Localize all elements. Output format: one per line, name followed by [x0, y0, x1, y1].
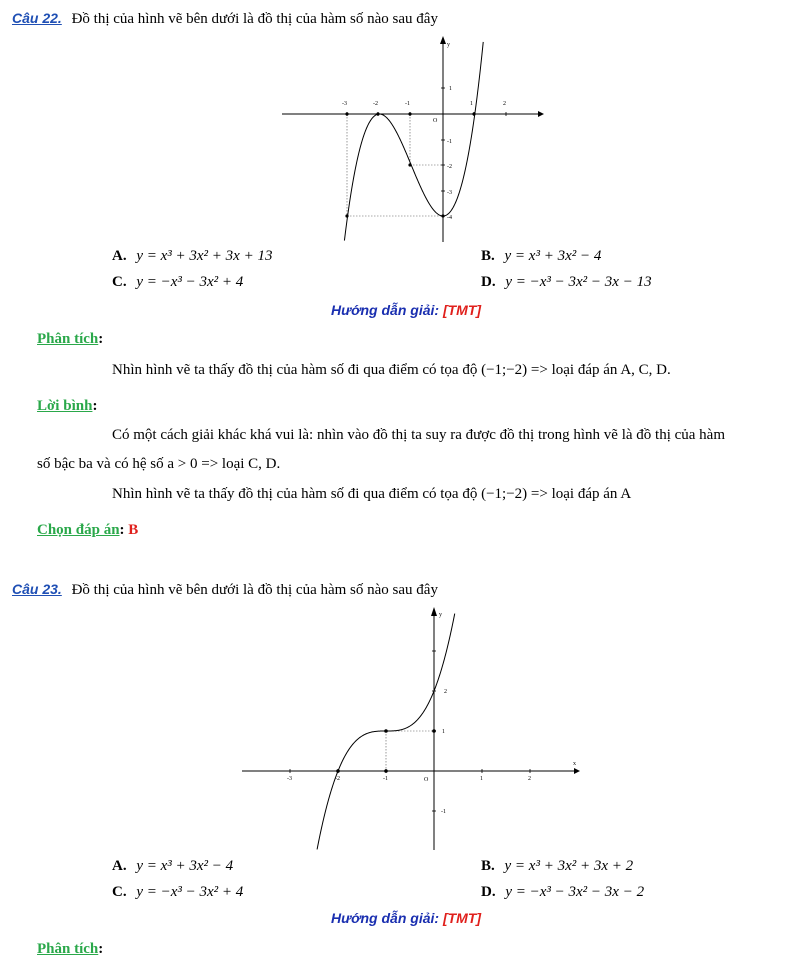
point-0-1 [432, 729, 436, 733]
x-axis-label: x [573, 761, 576, 767]
option-key: C. [112, 274, 127, 290]
chosen-answer: Chọn đáp án: B [37, 522, 139, 538]
x-axis-arrow [574, 768, 580, 774]
option-key: B. [481, 248, 495, 264]
guide-tag: [TMT] [442, 910, 482, 926]
x-tick-label: 2 [503, 101, 506, 107]
option-key: B. [481, 858, 495, 874]
origin-label: O [424, 777, 429, 783]
option-d[interactable] [481, 884, 644, 901]
solution-guide-heading [331, 302, 481, 318]
question-22-text: Đồ thị của hình vẽ bên dưới là đồ thị của hàm số nào sau đây [71, 11, 438, 27]
guide-tag: [TMT] [442, 302, 482, 318]
point-0-minus4 [441, 214, 444, 217]
point-minus2-0 [376, 112, 379, 115]
question-22-header [12, 10, 438, 28]
option-formula: y = −x³ − 3x² − 3x − 2 [505, 884, 645, 900]
comment-line-2: số bậc ba và có hệ số a > 0 => loại C, D. [37, 456, 281, 472]
option-b[interactable] [481, 858, 633, 875]
option-c[interactable] [112, 274, 243, 291]
y-tick-label: -2 [447, 164, 452, 170]
y-tick-label: -1 [441, 809, 446, 815]
point-minus1-0 [384, 769, 388, 773]
analysis-heading: Phân tích: [37, 941, 104, 957]
option-c[interactable] [112, 884, 243, 901]
y-tick-label: -1 [447, 139, 452, 145]
x-tick-label: -3 [287, 776, 292, 782]
x-tick-label: 2 [528, 776, 531, 782]
option-formula: y = x³ + 3x² + 3x + 13 [136, 248, 273, 264]
chosen-answer-label: Chọn đáp án [37, 522, 120, 538]
question-22-graph [282, 34, 544, 246]
x-axis-arrow [538, 111, 544, 117]
option-formula: y = x³ + 3x² − 4 [504, 248, 602, 264]
point-minus3-minus4 [345, 214, 348, 217]
option-d[interactable] [481, 274, 652, 291]
x-tick-label: -3 [342, 101, 347, 107]
x-tick-label: -2 [373, 101, 378, 107]
question-23-graph [238, 604, 584, 854]
option-key: C. [112, 884, 127, 900]
option-formula: y = x³ + 3x² − 4 [136, 858, 234, 874]
option-formula: y = −x³ − 3x² + 4 [136, 884, 244, 900]
comment-line-3: Nhìn hình vẽ ta thấy đồ thị của hàm số đi qua điểm có tọa độ (−1;−2) => loại đáp án A [112, 486, 632, 502]
option-a[interactable] [112, 248, 272, 265]
x-tick-label: 1 [470, 101, 473, 107]
guide-text: Hướng dẫn giải: [331, 910, 440, 926]
chosen-answer-value: B [128, 522, 139, 538]
point-minus3-0 [345, 112, 348, 115]
question-22-label: Câu 22. [12, 10, 62, 26]
x-tick-label: -1 [405, 101, 410, 107]
question-23-label: Câu 23. [12, 581, 62, 597]
guide-text: Hướng dẫn giải: [331, 302, 440, 318]
y-tick-label: 1 [449, 86, 452, 92]
y-tick-label: 2 [444, 689, 447, 695]
point-minus1-minus2 [408, 163, 411, 166]
option-key: D. [481, 274, 496, 290]
y-tick-label: -4 [447, 215, 452, 221]
x-tick-label: -1 [383, 776, 388, 782]
x-tick-label: 1 [480, 776, 483, 782]
option-a[interactable] [112, 858, 233, 875]
comment-heading: Lời bình: [37, 398, 98, 414]
question-23-header [12, 581, 438, 599]
option-key: A. [112, 248, 127, 264]
y-axis-arrow [431, 607, 437, 616]
y-axis-label: y [439, 612, 442, 618]
point-1-0 [472, 112, 475, 115]
option-key: D. [481, 884, 496, 900]
point-minus1-0 [408, 112, 411, 115]
solution-guide-heading [331, 910, 481, 926]
option-formula: y = x³ + 3x² + 3x + 2 [504, 858, 634, 874]
analysis-text: Nhìn hình vẽ ta thấy đồ thị của hàm số đi qua điểm có tọa độ (−1;−2) => loại đáp án A, C, D. [112, 362, 671, 378]
option-formula: y = −x³ − 3x² − 3x − 13 [505, 274, 652, 290]
y-axis-arrow [440, 36, 446, 44]
question-23-text: Đồ thị của hình vẽ bên dưới là đồ thị của hàm số nào sau đây [71, 582, 438, 598]
y-tick-label: 1 [442, 729, 445, 735]
y-axis-label: y [447, 42, 450, 48]
y-tick-label: -3 [447, 190, 452, 196]
x-tick-label: -2 [335, 776, 340, 782]
origin-label: O [433, 118, 438, 124]
option-formula: y = −x³ − 3x² + 4 [136, 274, 244, 290]
point-minus2-0 [336, 769, 340, 773]
analysis-heading: Phân tích: [37, 331, 104, 347]
option-key: A. [112, 858, 127, 874]
function-curve [344, 42, 483, 241]
point-minus1-1 [384, 729, 388, 733]
comment-line-1: Có một cách giải khác khá vui là: nhìn vào đồ thị ta suy ra được đồ thị trong hình vẽ là đồ thị của hàm [112, 427, 726, 443]
option-b[interactable] [481, 248, 601, 265]
